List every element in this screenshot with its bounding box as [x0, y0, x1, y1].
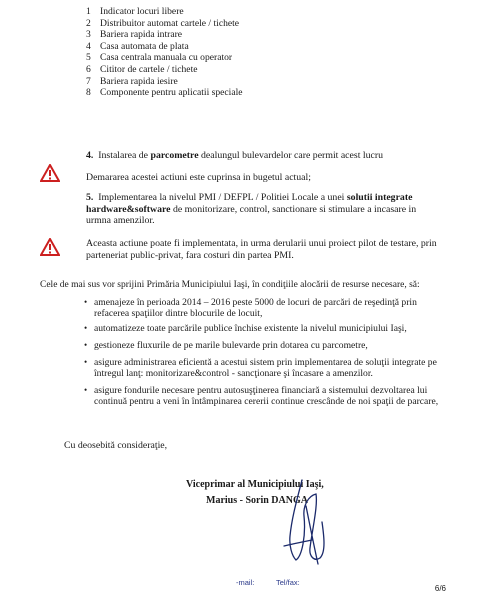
component-list: [86, 6, 243, 99]
warning-icon: [40, 238, 60, 256]
component-list-item: [86, 52, 243, 64]
component-list-text: Componente pentru aplicatii speciale: [100, 87, 243, 99]
component-list-item: [86, 18, 243, 30]
bullet-icon: •: [84, 297, 88, 307]
section-4: [86, 150, 446, 162]
component-list-number: 4: [86, 40, 91, 52]
bullet-text: gestioneze fluxurile de pe marile bulevarde prin dotarea cu parcometre,: [94, 340, 368, 351]
component-list-number: 3: [86, 29, 91, 41]
component-list-item: [86, 41, 243, 53]
bullet-text: automatizeze toate parcările publice închise existente la nivelul municipiului Iaşi,: [94, 323, 407, 334]
bullet-item-5: [84, 385, 454, 408]
warning-text-2: Aceasta actiune poate fi implementata, in urma derularii unui proiect pilot de testare, prin parteneriat public-privat, fara costuri din partea PMI.: [86, 238, 437, 261]
component-list-text: Indicator locuri libere: [100, 6, 184, 17]
component-list-text: Cititor de cartele / tichete: [100, 63, 198, 75]
bullet-item-2: [84, 323, 454, 334]
component-list-number: 5: [86, 52, 91, 64]
section-4-number: 4.: [86, 150, 94, 161]
component-list-number: 6: [86, 63, 91, 75]
bullet-text: asigure fondurile necesare pentru autosuşţinerea financiară a sistemului dezvoltarea lui continuă pentru a veni în întâmpinarea cererii continue crescânde de noi spaţii de parcare,: [94, 385, 439, 408]
section-5: [86, 192, 426, 227]
bullet-item-1: [84, 297, 454, 320]
component-list-item: [86, 6, 243, 18]
bullet-icon: •: [84, 357, 88, 367]
component-list-number: 8: [86, 87, 91, 99]
component-list-item: [86, 64, 243, 76]
intro-paragraph: Cele de mai sus vor sprijini Primăria Municipiului Iaşi, în condiţiile alocării de resurse necesare, să:: [40, 280, 420, 290]
component-list-text: Casa automata de plata: [100, 40, 189, 52]
component-list-number: 1: [86, 6, 91, 17]
page-number: 6/6: [434, 584, 446, 593]
component-list-text: Distribuitor automat cartele / tichete: [100, 17, 240, 29]
bullet-text: amenajeze în perioada 2014 – 2016 peste 5000 de locuri de parcări de reşedinţă prin refacerea spaţiilor dintre blocurile de locuit,: [94, 297, 417, 320]
footer-mail: -mail:: [236, 578, 255, 587]
footer-tel: Tel/fax:: [276, 578, 300, 587]
warning-text-1: Demararea acestei actiuni este cuprinsa in bugetul actual;: [86, 172, 311, 183]
section-5-number: 5.: [86, 192, 94, 203]
closing-line: Cu deosebită consideraţie,: [64, 440, 168, 451]
bullet-item-3: [84, 340, 454, 351]
section-5-bold: solutii integrate hardware&software: [86, 192, 413, 215]
section-4-text-after: dealungul bulevardelor care permit acest lucru: [201, 150, 383, 161]
bullet-item-4: [84, 357, 454, 380]
section-5-text-after: de monitorizare, control, sanctionare si stimulare a incasare in urmna amenzilor.: [86, 203, 417, 226]
component-list-text: Bariera rapida iesire: [100, 75, 178, 87]
section-4-bold: parcometre: [150, 150, 199, 161]
signature-name: Marius - Sorin DANGA: [206, 495, 308, 506]
component-list-item: [86, 76, 243, 88]
warning-icon: [40, 164, 60, 182]
bullet-icon: •: [84, 323, 88, 333]
handwritten-signature: [262, 476, 342, 566]
section-5-text-before: Implementarea la nivelul PMI / DEFPL / Politiei Locale a unei: [98, 192, 345, 203]
component-list-number: 2: [86, 17, 91, 29]
component-list-item: [86, 87, 243, 99]
component-list-number: 7: [86, 75, 91, 87]
signature-title: Viceprimar al Municipiului Iaşi,: [186, 479, 324, 490]
component-list-text: Casa centrala manuala cu operator: [100, 52, 233, 64]
component-list-item: [86, 29, 243, 41]
bullet-text: asigure administrarea eficientă a acestui sistem prin implementarea de soluţii integrate pe întregul lanţ: monitorizare&control - sancţionare şi încasare a amenzilor.: [94, 357, 437, 380]
bullet-icon: •: [84, 385, 88, 395]
bullet-icon: •: [84, 340, 88, 350]
section-4-text-before: Instalarea de: [98, 150, 149, 161]
component-list-text: Bariera rapida intrare: [100, 29, 183, 41]
